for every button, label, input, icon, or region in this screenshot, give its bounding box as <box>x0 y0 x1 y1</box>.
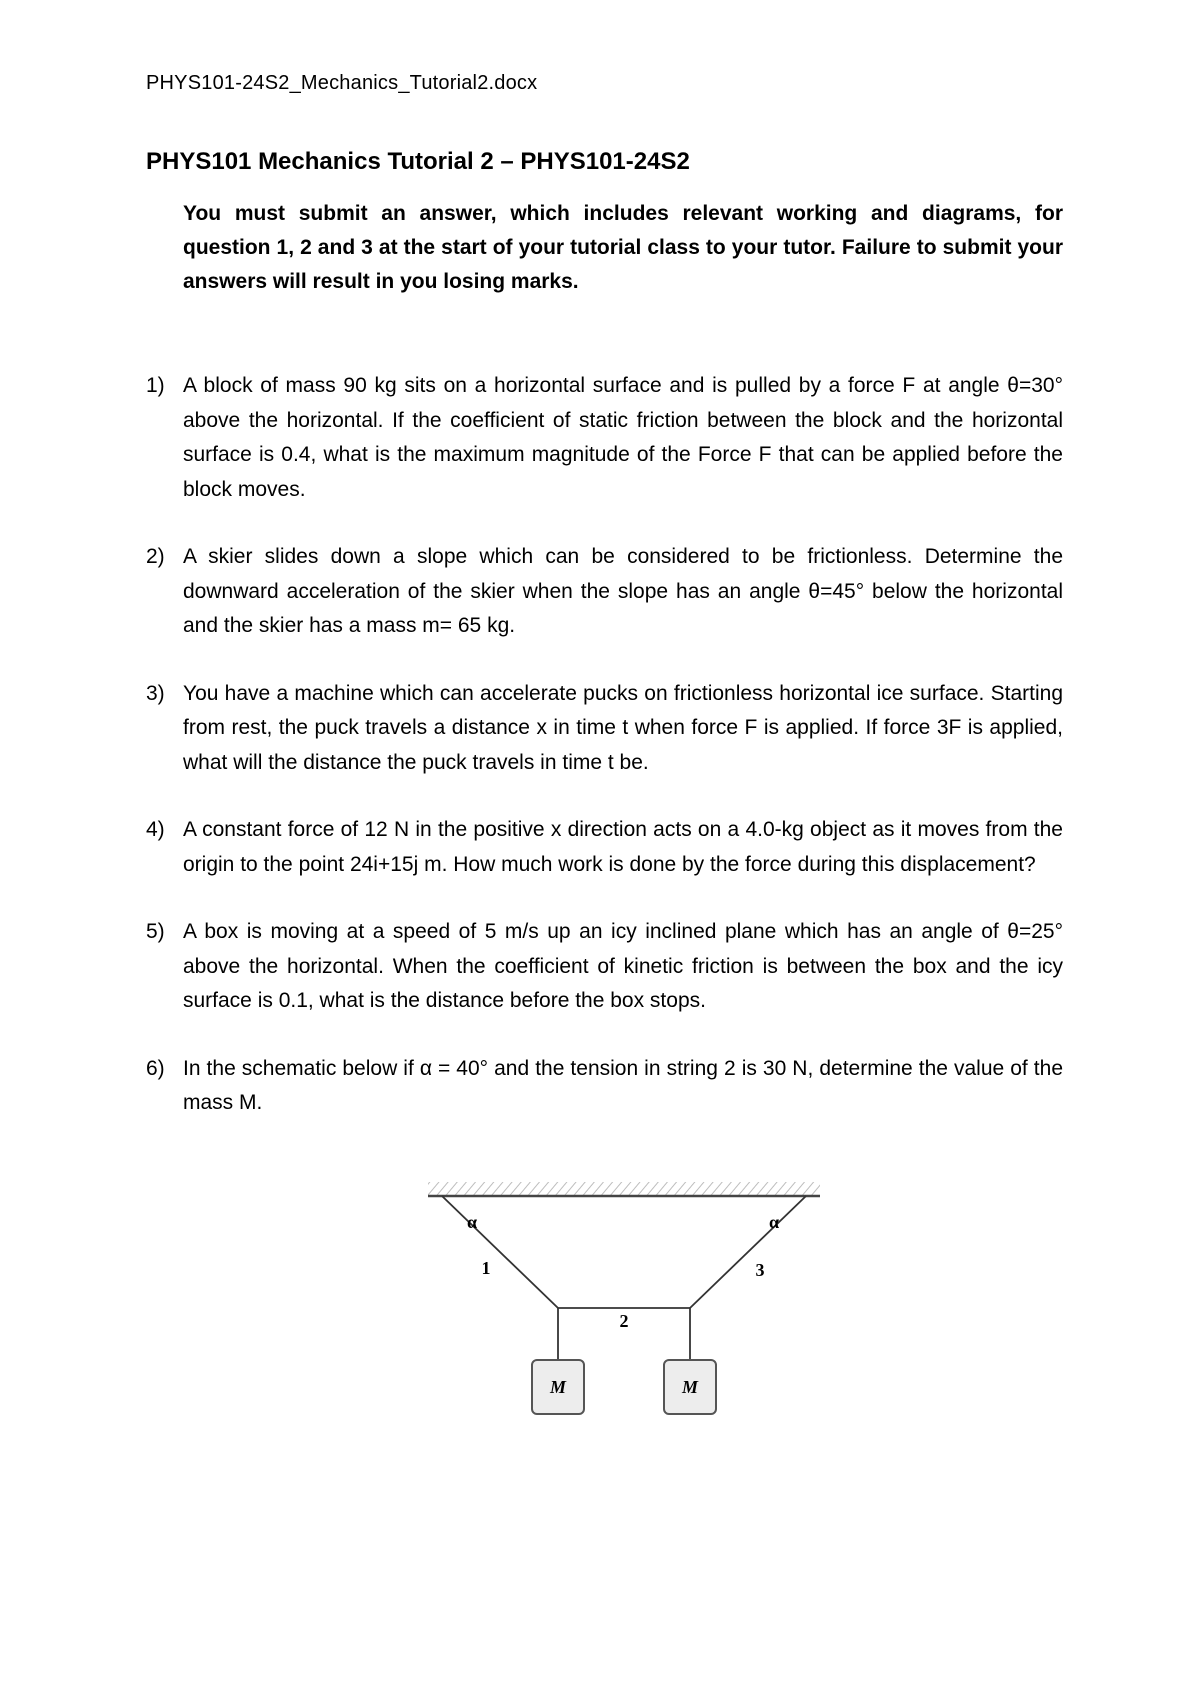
string-1-label: 1 <box>481 1258 491 1278</box>
question-2 <box>146 540 1063 644</box>
string-1-line <box>442 1196 558 1308</box>
question-text: A box is moving at a speed of 5 m/s up an icy inclined plane which has an angle of θ=25° above the horizontal. When the coefficient of kinetic friction is between the box and the icy surface is 0.1, what is the distance before the box stops. <box>183 920 1063 1012</box>
question-number: 6) <box>146 1056 165 1080</box>
mass-right-block <box>664 1360 716 1414</box>
question-3 <box>146 677 1063 781</box>
question-number: 4) <box>146 818 165 841</box>
question-text: A block of mass 90 kg sits on a horizontal surface and is pulled by a force F at angle θ=30° above the horizontal. If the coefficient of static friction between the block and the horizontal surface is 0.4, what is the maximum magnitude of the Force F that can be applied before the block moves. <box>183 374 1063 501</box>
submission-instructions: You must submit an answer, which includes relevant working and diagrams, for question 1, 2 and 3 at the start of your tutorial class to your tutor. Failure to submit your answers will result in you losing marks. <box>183 202 1063 293</box>
question-text: In the schematic below if α = 40° and the tension in string 2 is 30 N, determine the value of the mass M. <box>183 1056 1063 1114</box>
question-number: 2) <box>146 545 165 568</box>
string-3-label: 3 <box>755 1260 765 1280</box>
ceiling <box>428 1182 820 1196</box>
question-list <box>146 369 1063 1154</box>
string-2-label: 2 <box>619 1311 629 1331</box>
question-text: You have a machine which can accelerate pucks on frictionless horizontal ice surface. Starting from rest, the puck travels a distance x in time t when force F is applied. If force 3F is applied, what will the distance the puck travels in time t be. <box>183 681 1063 774</box>
question-5 <box>146 915 1063 1019</box>
alpha-right-label: α <box>768 1212 780 1232</box>
document-filename: PHYS101-24S2_Mechanics_Tutorial2.docx <box>146 72 538 94</box>
mass-right-label: M <box>681 1377 699 1397</box>
question-4 <box>146 813 1063 882</box>
question-number: 5) <box>146 920 165 943</box>
question-number: 3) <box>146 681 165 705</box>
page-title: PHYS101 Mechanics Tutorial 2 – PHYS101-24S2 <box>146 148 690 175</box>
question-text: A skier slides down a slope which can be considered to be frictionless. Determine the downward acceleration of the skier when the slope has an angle θ=45° below the horizontal and the skier has a mass m= 65 kg. <box>183 545 1063 637</box>
question-1 <box>146 369 1063 507</box>
question-text: A constant force of 12 N in the positive x direction acts on a 4.0-kg object as it moves from the origin to the point 24i+15j m. How much work is done by the force during this displacement? <box>183 818 1063 876</box>
string-mass-schematic <box>420 1182 820 1422</box>
string-3-line <box>690 1196 806 1308</box>
question-number: 1) <box>146 374 165 397</box>
mass-left-label: M <box>549 1377 567 1397</box>
question-6 <box>146 1052 1063 1121</box>
alpha-left-label: α <box>466 1212 478 1232</box>
mass-left-block <box>532 1360 584 1414</box>
